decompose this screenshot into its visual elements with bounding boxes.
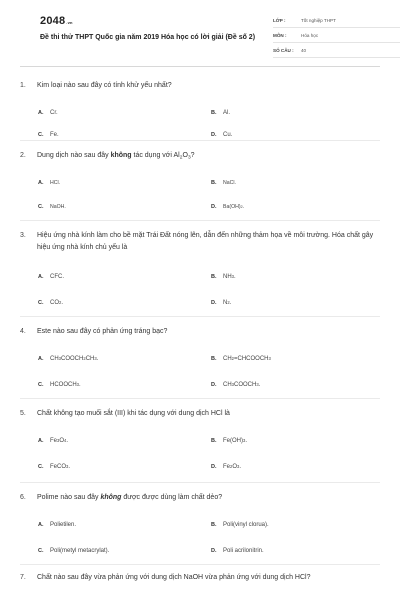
subscript: 2 (83, 356, 86, 361)
question-body: Chất nào sau đây vừa phản ứng với dung dịch NaOH vừa phản ứng với dung dịch HCl? (37, 574, 311, 581)
question-text (20, 492, 380, 504)
option-d[interactable] (211, 464, 241, 470)
option-d[interactable] (211, 132, 232, 138)
subscript: 3 (231, 382, 235, 387)
option-label: B. (211, 522, 217, 528)
question-text (20, 80, 380, 92)
option-d[interactable] (211, 382, 260, 388)
question-body (37, 150, 380, 165)
question-text (20, 150, 380, 165)
subscript: 2 (179, 155, 183, 161)
option-text: NH (223, 274, 232, 280)
question-number: 1. (20, 82, 26, 89)
option-c[interactable] (38, 300, 63, 306)
question-6 (20, 492, 380, 554)
option-text-end: . (68, 464, 71, 470)
option-text-end: O (59, 438, 65, 444)
question-text (20, 326, 380, 338)
subscript: 3 (256, 382, 259, 387)
subscript: 3 (243, 438, 246, 443)
option-text-end: COOCH (61, 356, 84, 362)
option-b[interactable] (211, 356, 271, 362)
option-label: B. (211, 274, 217, 280)
logo-text: 2048 (40, 15, 66, 27)
subscript: 3 (187, 155, 191, 161)
option-a[interactable] (38, 110, 58, 116)
option-b[interactable] (211, 438, 247, 444)
question-divider (20, 564, 380, 565)
option-text-end: . (258, 382, 261, 388)
subscript: 4 (64, 438, 67, 443)
meta-value: Hóa học (301, 32, 319, 38)
text-part: được được dùng làm chất dẻo? (121, 494, 223, 501)
option-text-end: . (234, 274, 236, 280)
option-text: Poli(metyl metacrylat). (50, 548, 110, 554)
page-header (20, 0, 380, 64)
emphasis-text: không (110, 152, 132, 159)
subscript: 3 (66, 464, 69, 469)
option-text-end: COOCH (234, 382, 257, 388)
option-b[interactable] (211, 274, 236, 280)
subscript: 3 (76, 382, 80, 387)
option-label: A. (38, 180, 44, 186)
option-text: Fe (50, 438, 58, 444)
option-label: D. (211, 548, 217, 554)
option-label: A. (38, 110, 44, 116)
question-divider (20, 140, 380, 141)
subscript: 2 (230, 464, 233, 469)
text-part: O (182, 152, 188, 159)
question-text (20, 408, 380, 420)
option-a[interactable] (38, 438, 68, 444)
option-d[interactable] (211, 300, 231, 306)
logo-suffix: .vn (66, 20, 73, 25)
meta-key: SỐ CÂU : (273, 47, 294, 53)
option-text-end: . (79, 382, 81, 388)
emphasis-text: không (100, 494, 122, 501)
option-label: A. (38, 438, 44, 444)
option-label: C. (38, 204, 44, 210)
question-divider (20, 220, 380, 221)
option-label: C. (38, 300, 44, 306)
meta-value: Tốt nghiệp THPT (301, 17, 336, 23)
option-text: Fe (223, 464, 231, 470)
question-body: Chất không tạo muối sắt (III) khi tác dụng với dung dịch HCl là (37, 410, 230, 417)
option-text: CH (50, 356, 59, 362)
option-text-end: . (245, 438, 248, 444)
subscript: 3 (57, 438, 60, 443)
option-c[interactable] (38, 548, 109, 554)
question-7 (20, 572, 380, 584)
text-part: tác dụng với Al (131, 152, 180, 159)
option-text-end: . (239, 464, 242, 470)
meta-key: MÔN : (273, 32, 287, 38)
question-number: 6. (20, 494, 26, 501)
subscript: 2 (231, 356, 235, 361)
option-c[interactable] (38, 464, 70, 470)
option-d[interactable] (211, 548, 264, 554)
option-label: A. (38, 356, 44, 362)
question-number: 2. (20, 152, 26, 159)
subscript: 2 (59, 300, 62, 305)
question-number: 3. (20, 232, 26, 239)
option-label: B. (211, 180, 217, 186)
question-number: 7. (20, 574, 26, 581)
option-text: Cu. (223, 132, 233, 138)
subscript: 2 (227, 300, 230, 305)
option-label: A. (38, 274, 44, 280)
question-3 (20, 230, 380, 306)
option-text-end: O (232, 464, 238, 470)
option-label: C. (38, 548, 44, 554)
question-body: Hiệu ứng nhà kính làm cho bề mặt Trái Đất nóng lên, dẫn đến những thảm họa về môi trường. Hóa chất gây hiệu ứng nhà kính chủ yếu là (37, 232, 374, 251)
header-divider (20, 66, 380, 67)
question-divider (20, 398, 380, 399)
option-label: C. (38, 382, 44, 388)
option-label: D. (211, 382, 217, 388)
option-text: NaCl. (223, 180, 236, 186)
question-number: 5. (20, 410, 26, 417)
subscript: 3 (94, 356, 97, 361)
option-a[interactable] (38, 180, 60, 186)
option-text: FeCO (50, 464, 67, 470)
meta-row-count (273, 43, 400, 58)
question-1 (20, 80, 380, 138)
option-text-end: . (61, 300, 64, 306)
option-label: D. (211, 132, 217, 138)
option-label: D. (211, 300, 217, 306)
option-c[interactable] (38, 132, 59, 138)
option-text: Cr. (50, 110, 58, 116)
site-logo[interactable] (40, 15, 73, 27)
option-label: B. (211, 356, 217, 362)
option-d[interactable] (211, 204, 244, 210)
option-text: Al. (223, 110, 231, 116)
document-title: Đề thi thử THPT Quốc gia năm 2019 Hóa học có lời giải (Đề số 2) (40, 34, 256, 41)
option-c[interactable] (38, 204, 66, 210)
subscript: 3 (268, 356, 271, 361)
option-text-end: . (242, 204, 245, 210)
question-text (20, 572, 380, 584)
option-a[interactable] (38, 274, 64, 280)
exam-meta (273, 13, 400, 58)
question-number: 4. (20, 328, 26, 335)
option-text: CH (223, 356, 232, 362)
option-text: CO (50, 300, 59, 306)
meta-row-class (273, 13, 400, 28)
meta-row-subject (273, 28, 400, 43)
option-text-end: . (229, 300, 232, 306)
option-text: NaOH. (50, 204, 66, 210)
question-body: Kim loại nào sau đây có tính khử yếu nhất? (37, 82, 172, 89)
question-body (37, 492, 380, 504)
option-text: HCl. (50, 180, 61, 186)
question-5 (20, 408, 380, 470)
text-part: ? (190, 152, 195, 159)
question-2 (20, 150, 380, 210)
question-divider (20, 482, 380, 483)
option-text: Polietilen. (50, 522, 77, 528)
option-label: C. (38, 132, 44, 138)
text-part: Polime nào sau đây (37, 494, 101, 501)
option-label: D. (211, 204, 217, 210)
option-text: CH (223, 382, 232, 388)
option-text-end: . (96, 356, 99, 362)
option-text: Poli(vinyl clorua). (223, 522, 269, 528)
question-4 (20, 326, 380, 388)
option-text: Poli acrilonitrin. (223, 548, 264, 554)
option-b[interactable] (211, 110, 230, 116)
option-text-end: . (66, 438, 69, 444)
option-label: B. (211, 110, 217, 116)
question-divider (20, 316, 380, 317)
option-text: Fe(OH) (223, 438, 243, 444)
option-text: N (223, 300, 228, 306)
option-label: B. (211, 438, 217, 444)
meta-value: 40 (301, 47, 307, 53)
subscript: 3 (58, 356, 62, 361)
option-c[interactable] (38, 382, 81, 388)
question-text (20, 230, 380, 254)
subscript: 3 (231, 274, 235, 279)
option-text-end: =CHCOOCH (234, 356, 269, 362)
option-label: A. (38, 522, 44, 528)
option-text: CFC. (50, 274, 64, 280)
option-b[interactable] (211, 180, 236, 186)
subscript: 3 (237, 464, 240, 469)
option-text-end: CH (85, 356, 95, 362)
option-b[interactable] (211, 522, 269, 528)
option-text: HCOOCH (50, 382, 77, 388)
question-body: Este nào sau đây có phản ứng tráng bạc? (37, 328, 168, 335)
option-a[interactable] (38, 522, 76, 528)
option-label: D. (211, 464, 217, 470)
option-a[interactable] (38, 356, 98, 362)
option-label: C. (38, 464, 44, 470)
text-part: Dung dịch nào sau đây (37, 152, 111, 159)
meta-key: LỚP : (273, 17, 286, 23)
subscript: 2 (240, 205, 243, 209)
option-text: Ba(OH) (223, 204, 241, 210)
option-text: Fe. (50, 132, 59, 138)
